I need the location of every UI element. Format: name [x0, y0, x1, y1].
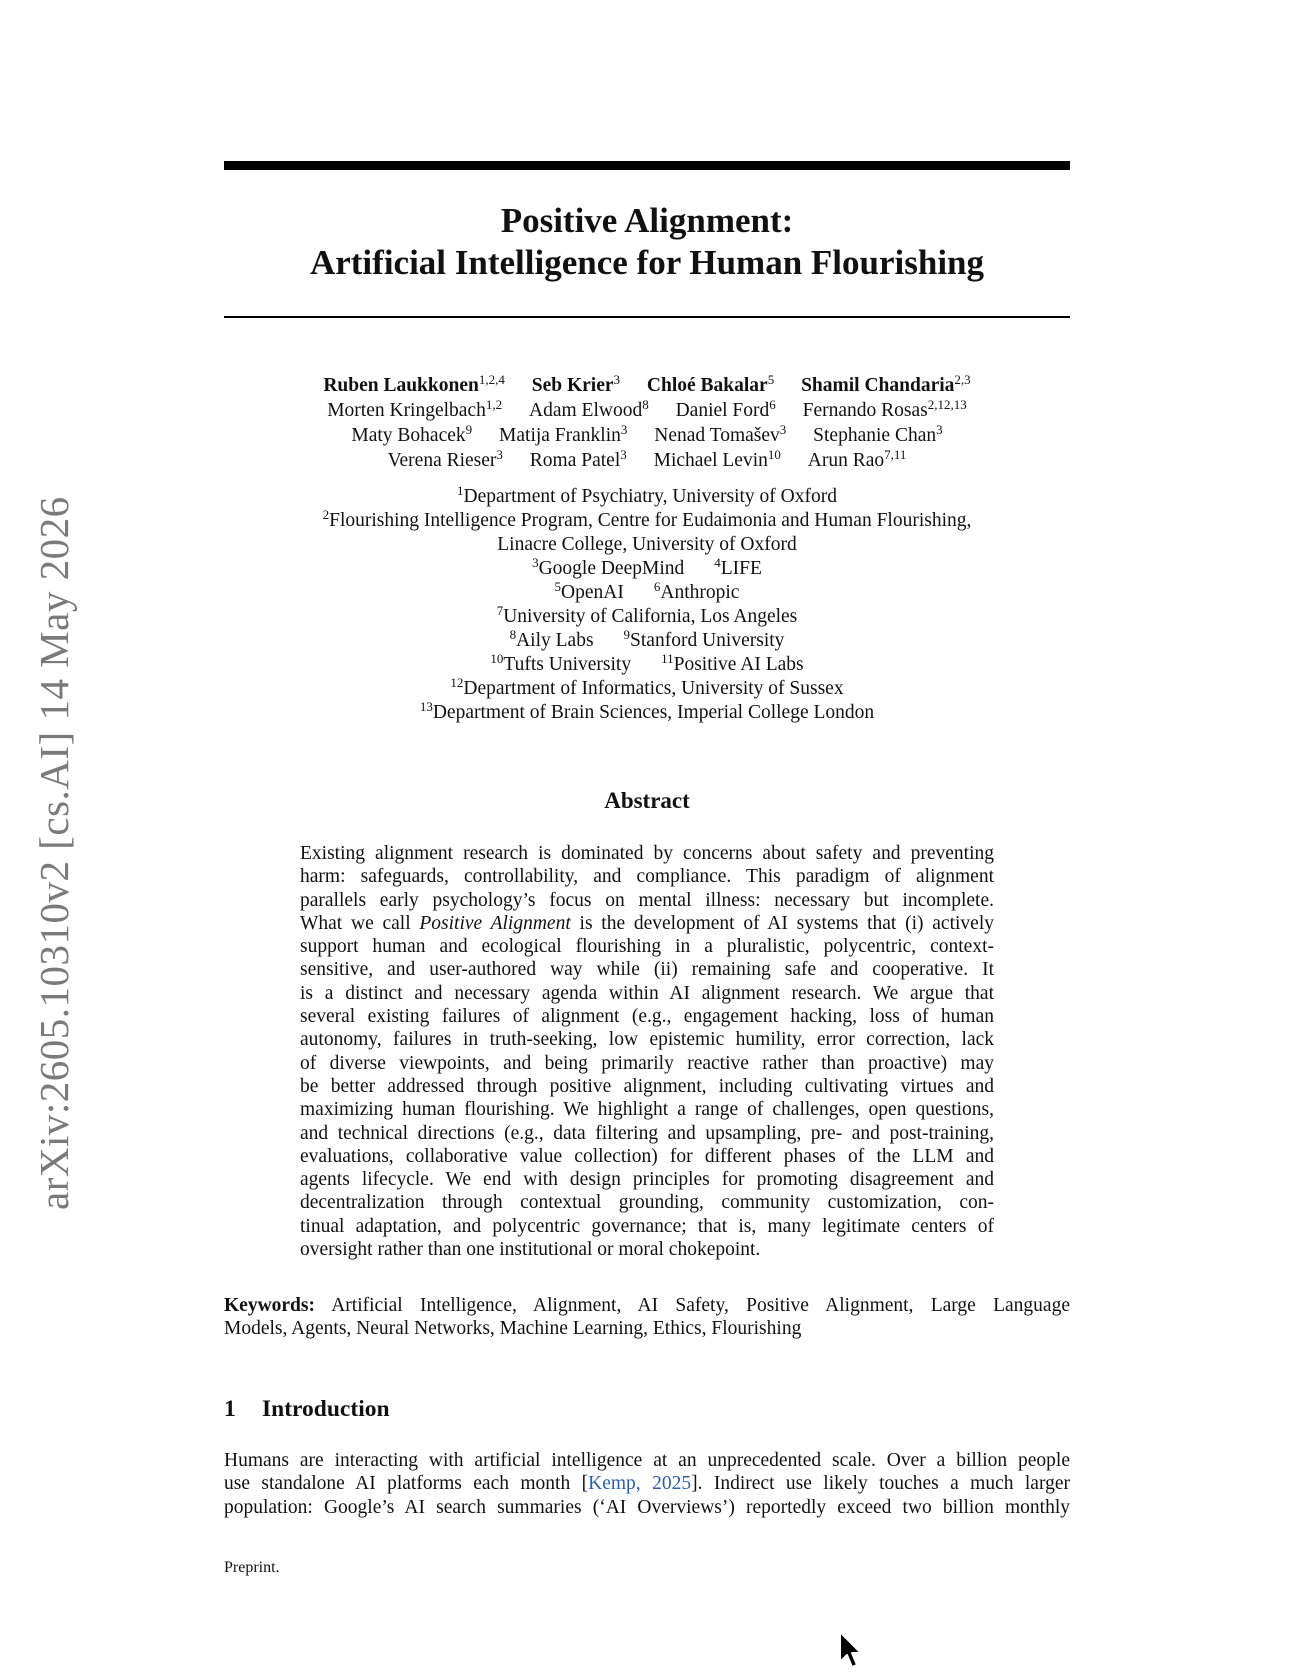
- author: Arun Rao$^{7,11}$: [807, 447, 907, 471]
- abstract-line: autonomy, failures in truth-seeking, low epistemic humility, error correction, lack: [300, 1029, 994, 1051]
- abstract-line: What we call Positive Alignment is the development of AI systems that (i) actively: [300, 912, 994, 934]
- section-title: Introduction: [262, 1396, 390, 1422]
- keywords-label: Keywords:: [224, 1295, 315, 1316]
- title-top-rule: [224, 161, 1070, 170]
- abstract-line: several existing failures of alignment (e.g., engagement hacking, loss of human: [300, 1006, 994, 1028]
- mouse-cursor-icon: [838, 1630, 864, 1670]
- author: Verena Rieser$^3$: [387, 447, 503, 471]
- author: Fernando Rosas$^{2,12,13}$: [802, 397, 967, 421]
- affiliation-line: $^{12}$Department of Informatics, University of Sussex: [450, 675, 844, 699]
- affiliation-line: $^{10}$Tufts University $^{11}$Positive AI Labs: [490, 651, 804, 675]
- title-line-1: Positive Alignment:: [500, 201, 794, 240]
- abstract-line: sensitive, and user-authored way while (ii) remaining safe and cooperative. It: [300, 959, 994, 981]
- section-heading-introduction: [224, 1396, 390, 1423]
- affiliation-line: Linacre College, University of Oxford: [497, 534, 797, 555]
- preprint-footer: Preprint.: [224, 1559, 280, 1576]
- abstract-line: of diverse viewpoints, and being primarily reactive rather than proactive) may: [300, 1052, 994, 1074]
- abstract-heading: Abstract: [604, 788, 690, 813]
- author: Stephanie Chan$^3$: [813, 422, 943, 446]
- affiliation-line: $^1$Department of Psychiatry, University of Oxford: [457, 483, 837, 507]
- affiliation-line: $^7$University of California, Los Angeles: [496, 603, 798, 627]
- affiliation-line: $^{13}$Department of Brain Sciences, Imperial College London: [419, 699, 875, 723]
- affiliation-line: $^5$OpenAI $^6$Anthropic: [554, 579, 740, 603]
- author: Maty Bohacek$^9$: [351, 422, 473, 446]
- affiliation-list: [224, 485, 1070, 725]
- author-row-3: [224, 423, 1070, 448]
- abstract-line: parallels early psychology’s focus on mental illness: necessary but incomplete.: [300, 889, 994, 911]
- abstract-line: decentralization through contextual grounding, community customization, con-: [300, 1192, 994, 1214]
- affiliation-line: $^2$Flourishing Intelligence Program, Centre for Eudaimonia and Human Flourishing,: [322, 507, 972, 531]
- intro-line: population: Google’s AI search summaries (‘AI Overviews’) reportedly exceed two billion monthly: [224, 1496, 1070, 1518]
- abstract-line: oversight rather than one institutional or moral chokepoint.: [300, 1239, 761, 1261]
- intro-line: Humans are interacting with artificial intelligence at an unprecedented scale. Over a billion people: [224, 1450, 1070, 1471]
- section-number: 1: [224, 1396, 236, 1422]
- abstract-line: is a distinct and necessary agenda within AI alignment research. We argue that: [300, 982, 994, 1004]
- author: Ruben Laukkonen$^{1,2,4}$: [323, 372, 505, 396]
- citation-link[interactable]: Kemp, 2025: [588, 1473, 692, 1495]
- title-line-2: Artificial Intelligence for Human Flourishing: [309, 243, 985, 282]
- author: Shamil Chandaria$^{2,3}$: [801, 372, 971, 396]
- abstract-line: tinual adaptation, and polycentric governance; that is, many legitimate centers of: [300, 1215, 994, 1237]
- author: Daniel Ford$^6$: [675, 397, 776, 421]
- keywords: [224, 1294, 1070, 1341]
- emphasis-term: Positive Alignment: [419, 912, 571, 934]
- author-list: [224, 373, 1070, 473]
- author-row-4: [224, 448, 1070, 473]
- abstract-line: evaluations, collaborative value collection) for different phases of the LLM and: [300, 1145, 994, 1167]
- abstract-line: harm: safeguards, controllability, and compliance. This paradigm of alignment: [300, 866, 994, 888]
- arxiv-side-stamp: arXiv:2605.10310v2 [cs.AI] 14 May 2026: [31, 496, 77, 1210]
- author: Nenad Tomašev$^3$: [654, 422, 787, 446]
- title-bottom-rule: [224, 316, 1070, 318]
- author: Matija Franklin$^3$: [499, 422, 628, 446]
- abstract-line: support human and ecological flourishing in a pluralistic, polycentric, context-: [300, 936, 994, 958]
- intro-line: use standalone AI platforms each month [Kemp, 2025]. Indirect use likely touches a much larger: [224, 1473, 1071, 1495]
- author: Michael Levin$^{10}$: [653, 447, 781, 471]
- abstract-line: and technical directions (e.g., data filtering and upsampling, pre- and post-training,: [300, 1122, 994, 1144]
- keywords-line: Models, Agents, Neural Networks, Machine Learning, Ethics, Flourishing: [224, 1318, 802, 1340]
- introduction-body: [224, 1449, 1070, 1519]
- author: Adam Elwood$^8$: [529, 397, 649, 421]
- abstract-body: [300, 842, 994, 1261]
- author-row-1: [224, 373, 1070, 398]
- author: Chloé Bakalar$^5$: [646, 372, 775, 396]
- abstract-line: agents lifecycle. We end with design principles for promoting disagreement and: [300, 1169, 994, 1191]
- abstract-line: maximizing human flourishing. We highlight a range of challenges, open questions,: [300, 1099, 994, 1121]
- author: Seb Krier$^3$: [531, 372, 621, 396]
- abstract-line: Existing alignment research is dominated by concerns about safety and preventing: [300, 843, 994, 864]
- author: Morten Kringelbach$^{1,2}$: [327, 397, 503, 421]
- author-row-2: [224, 398, 1070, 423]
- abstract-line: be better addressed through positive alignment, including cultivating virtues and: [300, 1075, 994, 1097]
- affiliation-line: $^8$Aily Labs $^9$Stanford University: [509, 627, 785, 651]
- paper-title: [224, 200, 1070, 284]
- author: Roma Patel$^3$: [529, 447, 627, 471]
- affiliation-line: $^3$Google DeepMind $^4$LIFE: [532, 555, 762, 579]
- keywords-line: Keywords: Artificial Intelligence, Alignment, AI Safety, Positive Alignment, Large Language: [224, 1295, 1070, 1316]
